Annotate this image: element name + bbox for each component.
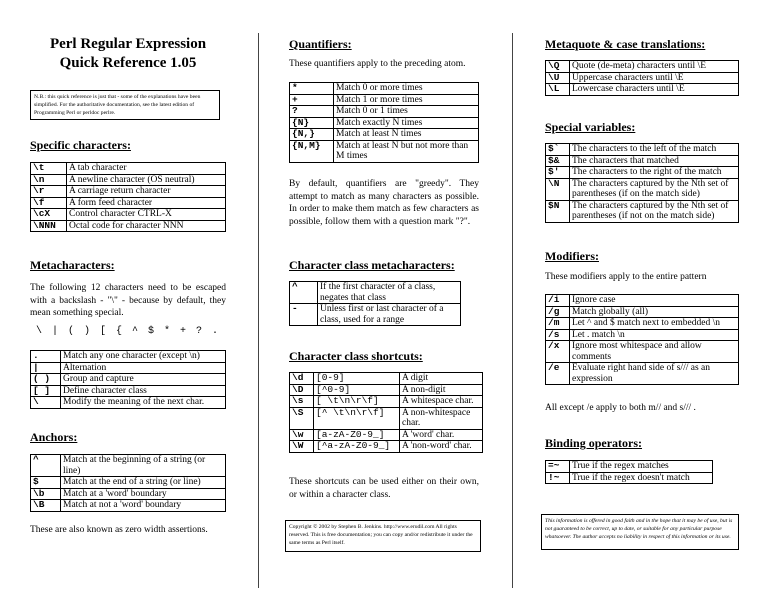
row-key: $N	[546, 200, 570, 222]
row-key: $&	[546, 155, 570, 167]
row-description: The characters captured by the Nth set of parentheses (if on the match side)	[570, 178, 739, 200]
table-row	[31, 209, 226, 221]
row-key: +	[290, 94, 334, 106]
row-key: {N,}	[290, 129, 334, 141]
ccshort-note: These shortcuts can be used either on their own, or within a character class.	[289, 477, 479, 500]
row-description: Let ^ and $ match next to embedded \n	[570, 318, 739, 330]
metaquote-table	[545, 60, 739, 96]
table-row	[546, 178, 739, 200]
row-key: \d	[290, 373, 314, 385]
column-divider-2	[512, 33, 513, 588]
modifiers-table	[545, 294, 739, 385]
row-description: Evaluate right hand side of s/// as an expression	[570, 363, 739, 385]
table-row	[290, 304, 461, 326]
special-table	[545, 143, 739, 223]
table-row	[546, 461, 713, 473]
row-description: Group and capture	[61, 374, 226, 386]
row-key: \B	[31, 500, 61, 512]
quant-table	[289, 82, 479, 163]
anchors-heading: Anchors:	[30, 430, 78, 444]
row-key: =~	[546, 461, 570, 473]
table-row	[290, 282, 461, 304]
binding-heading: Binding operators:	[545, 436, 643, 450]
table-row	[290, 384, 483, 396]
row-description: A non-digit	[400, 384, 483, 396]
row-description: Octal code for character NNN	[67, 220, 226, 232]
row-description: Match at not a 'word' boundary	[61, 500, 226, 512]
row-description: If the first character of a class, negates that class	[318, 282, 461, 304]
row-key: /s	[546, 329, 570, 341]
row-key: \N	[546, 178, 570, 200]
table-row	[290, 441, 483, 453]
row-description: A 'non-word' char.	[400, 441, 483, 453]
row-description: A 'word' char.	[400, 429, 483, 441]
row-description: Match at the beginning of a string (or line)	[61, 455, 226, 477]
row-key: $	[31, 477, 61, 489]
row-description: A non-whitespace char.	[400, 407, 483, 429]
row-description: True if the regex matches	[570, 461, 713, 473]
table-row	[546, 167, 739, 179]
row-description: Match at least N but not more than M times	[334, 140, 479, 162]
table-row	[31, 500, 226, 512]
table-row	[290, 117, 479, 129]
anchors-table	[30, 454, 226, 512]
row-key: \L	[546, 84, 570, 96]
table-row	[290, 429, 483, 441]
table-row	[31, 385, 226, 397]
row-key: *	[290, 83, 334, 95]
ccshort-heading: Character class shortcuts:	[289, 349, 423, 363]
row-key: \n	[31, 174, 67, 186]
row-description: True if the regex doesn't match	[570, 472, 713, 484]
row-equivalent: [ \t\n\r\f]	[314, 396, 400, 408]
row-key: !~	[546, 472, 570, 484]
table-row	[31, 488, 226, 500]
table-row	[546, 200, 739, 222]
ccmeta-heading: Character class metacharacters:	[289, 258, 455, 272]
table-row	[290, 129, 479, 141]
table-row	[31, 455, 226, 477]
row-description: A form feed character	[67, 197, 226, 209]
table-row	[31, 186, 226, 198]
row-description: The characters captured by the Nth set of parentheses (if not on the match side)	[570, 200, 739, 222]
table-row	[546, 318, 739, 330]
table-row	[546, 72, 739, 84]
table-row	[31, 174, 226, 186]
metaquote-heading: Metaquote & case translations:	[545, 37, 706, 51]
column-divider-1	[258, 33, 259, 588]
row-key: /g	[546, 306, 570, 318]
row-key: $'	[546, 167, 570, 179]
row-description: Match 1 or more times	[334, 94, 479, 106]
table-row	[546, 155, 739, 167]
row-key: ^	[31, 455, 61, 477]
row-equivalent: [^a-zA-Z0-9_]	[314, 441, 400, 453]
row-key: /e	[546, 363, 570, 385]
page-title	[30, 35, 226, 73]
row-description: Match globally (all)	[570, 306, 739, 318]
table-row	[31, 163, 226, 175]
table-row	[546, 472, 713, 484]
modifiers-intro: These modifiers apply to the entire pattern	[545, 272, 707, 282]
quant-heading: Quantifiers:	[289, 37, 352, 51]
ccmeta-table	[289, 281, 461, 326]
row-key: \W	[290, 441, 314, 453]
column-3	[545, 0, 739, 594]
row-description: Match exactly N times	[334, 117, 479, 129]
row-key: -	[290, 304, 318, 326]
row-description: Alternation	[61, 362, 226, 374]
row-description: Ignore case	[570, 295, 739, 307]
meta-table	[30, 350, 226, 409]
nb-note: N.B.: this quick reference is just that - some of the explanations have been simplified. For the authoritative documentation, see the latest edition of Programming Perl or perldoc perlre.	[30, 90, 220, 120]
row-description: Lowercase characters until \E	[570, 84, 739, 96]
row-key: ?	[290, 106, 334, 118]
table-row	[546, 61, 739, 73]
column-2	[289, 0, 479, 594]
copyright-note: Copyright © 2002 by Stephen B. Jenkins. http://www.erudil.com All rights reserved. This is free documentation; you can copy and/or redistribute it under the same terms as Perl itself.	[285, 520, 481, 552]
row-description: A tab character	[67, 163, 226, 175]
table-row	[546, 363, 739, 385]
meta-chars: \ | ( ) [ { ^ $ * + ? .	[35, 326, 221, 337]
row-equivalent: [0-9]	[314, 373, 400, 385]
disclaimer-note: This information is offered in good faith and in the hope that it may be of use, but is not guaranteed to be correct, up to date, or suitable for any particular purpose whatsoever. The author accepts no liability in respect of this information or its use.	[541, 514, 739, 550]
row-key: \cX	[31, 209, 67, 221]
row-equivalent: [^ \t\n\r\f]	[314, 407, 400, 429]
table-row	[31, 197, 226, 209]
title-line-2: Quick Reference 1.05	[59, 55, 197, 71]
row-description: A newline character (OS neutral)	[67, 174, 226, 186]
special-heading: Special variables:	[545, 120, 636, 134]
table-row	[290, 373, 483, 385]
table-row	[546, 306, 739, 318]
row-key: \U	[546, 72, 570, 84]
table-row	[546, 341, 739, 363]
row-key: |	[31, 362, 61, 374]
table-row	[546, 295, 739, 307]
row-equivalent: [^0-9]	[314, 384, 400, 396]
title-line-1: Perl Regular Expression	[49, 36, 207, 52]
specific-table	[30, 162, 226, 232]
row-key: \b	[31, 488, 61, 500]
row-key: /x	[546, 341, 570, 363]
row-key: $`	[546, 144, 570, 156]
quant-greedy: By default, quantifiers are "greedy". They attempt to match as many characters as possible. In order to make them match as few characters as possible, follow them with a question mark "?".	[289, 179, 479, 227]
table-row	[290, 407, 483, 429]
row-key: ^	[290, 282, 318, 304]
row-description: Match at least N times	[334, 129, 479, 141]
row-key: /m	[546, 318, 570, 330]
row-description: A carriage return character	[67, 186, 226, 198]
row-key: \r	[31, 186, 67, 198]
table-row	[31, 374, 226, 386]
row-key: \t	[31, 163, 67, 175]
row-key: \S	[290, 407, 314, 429]
table-row	[31, 397, 226, 409]
row-description: The characters to the left of the match	[570, 144, 739, 156]
row-equivalent: [a-zA-Z0-9_]	[314, 429, 400, 441]
row-key: ( )	[31, 374, 61, 386]
row-key: [ ]	[31, 385, 61, 397]
row-key: /i	[546, 295, 570, 307]
table-row	[290, 94, 479, 106]
row-description: A digit	[400, 373, 483, 385]
row-description: Match any one character (except \n)	[61, 351, 226, 363]
table-row	[290, 106, 479, 118]
row-key: \	[31, 397, 61, 409]
row-key: \w	[290, 429, 314, 441]
row-key: \f	[31, 197, 67, 209]
row-description: Control character CTRL-X	[67, 209, 226, 221]
row-description: Ignore most whitespace and allow comments	[570, 341, 739, 363]
table-row	[31, 362, 226, 374]
table-row	[31, 477, 226, 489]
row-description: Quote (de-meta) characters until \E	[570, 61, 739, 73]
ccshort-table	[289, 372, 483, 453]
table-row	[546, 329, 739, 341]
table-row	[290, 83, 479, 95]
specific-heading: Specific characters:	[30, 138, 131, 152]
row-description: A whitespace char.	[400, 396, 483, 408]
table-row	[546, 84, 739, 96]
meta-intro: The following 12 characters need to be escaped with a backslash - "\" - because by default, they mean something special.	[30, 283, 226, 318]
anchors-note: These are also known as zero width assertions.	[30, 525, 208, 535]
table-row	[31, 220, 226, 232]
row-key: {N}	[290, 117, 334, 129]
row-description: Uppercase characters until \E	[570, 72, 739, 84]
column-1	[30, 0, 226, 594]
row-description: The characters that matched	[570, 155, 739, 167]
modifiers-heading: Modifiers:	[545, 249, 599, 263]
binding-table	[545, 460, 713, 484]
table-row	[31, 351, 226, 363]
row-key: \NNN	[31, 220, 67, 232]
row-description: Modify the meaning of the next char.	[61, 397, 226, 409]
table-row	[290, 396, 483, 408]
row-key: {N,M}	[290, 140, 334, 162]
row-key: .	[31, 351, 61, 363]
row-description: Match at the end of a string (or line)	[61, 477, 226, 489]
quant-intro: These quantifiers apply to the preceding atom.	[289, 59, 466, 69]
row-description: Match at a 'word' boundary	[61, 488, 226, 500]
row-key: \Q	[546, 61, 570, 73]
row-key: \D	[290, 384, 314, 396]
table-row	[290, 140, 479, 162]
row-description: Define character class	[61, 385, 226, 397]
row-description: Match 0 or more times	[334, 83, 479, 95]
row-description: Unless first or last character of a class, used for a range	[318, 304, 461, 326]
row-description: Match 0 or 1 times	[334, 106, 479, 118]
modifiers-note: All except /e apply to both m// and s/// .	[545, 403, 696, 413]
table-row	[546, 144, 739, 156]
row-description: The characters to the right of the match	[570, 167, 739, 179]
row-description: Let . match \n	[570, 329, 739, 341]
row-key: \s	[290, 396, 314, 408]
meta-heading: Metacharacters:	[30, 258, 115, 272]
